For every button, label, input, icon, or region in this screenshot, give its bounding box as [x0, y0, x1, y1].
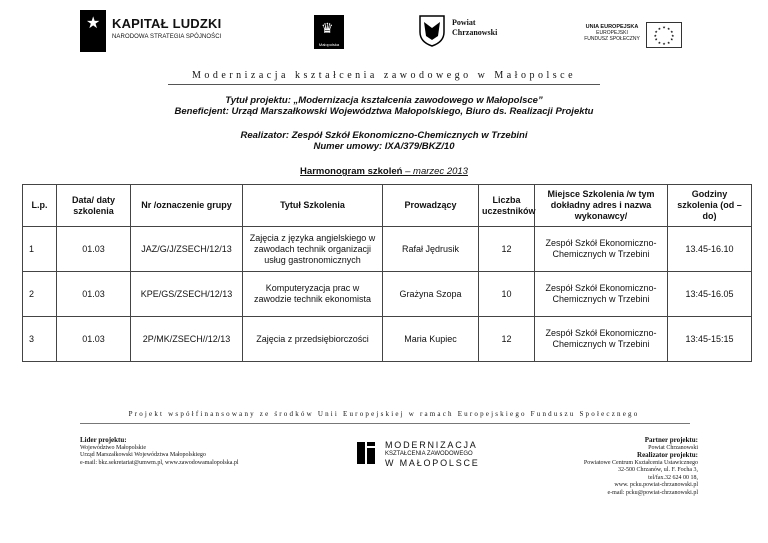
schedule-period: – marzec 2013 [402, 166, 468, 177]
cell-place: Zespół Szkół Ekonomiczno-Chemicznych w Trzebini [535, 227, 668, 272]
cell-group: KPE/GS/ZSECH/12/13 [131, 272, 243, 317]
cell-group: 2P/MK/ZSECH//12/13 [131, 317, 243, 362]
svg-text:★: ★ [670, 37, 674, 42]
realizator-title: Realizator projektu: [637, 451, 698, 459]
table-row [23, 317, 752, 362]
cell-hours: 13:45-15:15 [668, 317, 752, 362]
powiat-chrzanowski-logo [418, 12, 528, 52]
leader-line: Województwo Małopolskie [80, 444, 147, 451]
svg-text:★: ★ [671, 33, 675, 38]
cell-lp: 1 [23, 227, 57, 272]
modernizacja-line-1: MODERNIZACJA [385, 440, 478, 450]
kapital-ludzki-subtitle: NARODOWA STRATEGIA SPÓJNOŚCI [112, 34, 222, 40]
svg-text:★: ★ [670, 30, 674, 35]
cell-group: JAZ/G/J/ZSECH/12/13 [131, 227, 243, 272]
leader-line: Urząd Marszałkowski Województwa Małopolskiego [80, 452, 206, 458]
header-group: Nr /oznaczenie grupy [131, 185, 243, 227]
cell-participants: 10 [479, 272, 535, 317]
cell-title: Komputeryzacja prac w zawodzie technik ekonomista [243, 272, 383, 317]
cell-trainer: Maria Kupiec [383, 317, 479, 362]
cell-place: Zespół Szkół Ekonomiczno-Chemicznych w Trzebini [535, 317, 668, 362]
schedule-table [22, 184, 752, 362]
eu-line-2: EUROPEJSKI [596, 30, 628, 36]
schedule-heading [0, 166, 768, 177]
kapital-ludzki-flag-icon: ★ [80, 10, 106, 52]
header-lp: L.p. [23, 185, 57, 227]
beneficiary: Beneficjent: Urząd Marszałkowski Województwa Małopolskiego, Biuro ds. Realizacji Projektu [174, 106, 594, 117]
cell-title: Zajęcia z języka angielskiego w zawodach technik organizacji usług gastronomicznych [243, 227, 383, 272]
powiat-name [452, 18, 497, 38]
svg-text:★: ★ [654, 30, 658, 35]
header-hours: Godziny szkolenia (od – do) [668, 185, 752, 227]
modernizacja-mark-icon [355, 440, 377, 466]
svg-text:★: ★ [654, 37, 658, 42]
partner-line: e-mail: pcku@powiat-chrzanowski.pl [607, 489, 698, 496]
eu-logo [580, 20, 685, 52]
powiat-line-1: Powiat [452, 18, 476, 27]
modernizacja-line-3: W MAŁOPOLSCE [385, 458, 480, 468]
leader-title: Lider projektu: [80, 436, 127, 444]
project-leader [80, 437, 280, 467]
cell-participants: 12 [479, 227, 535, 272]
svg-text:★: ★ [662, 42, 666, 47]
cell-date: 01.03 [57, 317, 131, 362]
malopolska-logo [314, 15, 344, 49]
partner-name: Powiat Chrzanowski [648, 444, 698, 451]
svg-text:★: ★ [653, 33, 657, 38]
partner-title: Partner projektu: [644, 436, 698, 444]
powiat-line-2: Chrzanowski [452, 28, 498, 37]
partner-line: tel/fax.32 624 00 18, [648, 474, 698, 481]
partner-line: Powiatowe Centrum Kształcenia Ustawicznego [583, 459, 698, 466]
cell-place: Zespół Szkół Ekonomiczno-Chemicznych w Trzebini [535, 272, 668, 317]
footer-divider [80, 423, 690, 424]
cell-participants: 12 [479, 317, 535, 362]
partner-line: 32-500 Chrzanów, ul. F. Focha 3, [618, 467, 698, 473]
eu-flag-icon [646, 22, 682, 48]
eu-line-1: UNIA EUROPEJSKA [585, 24, 639, 30]
coat-of-arms-icon [418, 14, 446, 48]
svg-text:★: ★ [657, 26, 662, 31]
contract-number: Numer umowy: IXA/379/BKZ/10 [313, 141, 455, 152]
cell-trainer: Rafał Jędrusik [383, 227, 479, 272]
eu-text [580, 24, 644, 42]
modernizacja-logo [355, 440, 495, 470]
project-partner [498, 437, 698, 497]
project-title: Tytuł projektu: „Modernizacja kształcenia zawodowego w Małopolsce” [225, 95, 543, 106]
cell-date: 01.03 [57, 272, 131, 317]
leader-line: e-mail: bkz.sekretariat@umwm.pl, www.zawodowamalopolska.pl [80, 459, 239, 466]
svg-text:★: ★ [666, 40, 671, 45]
cell-lp: 2 [23, 272, 57, 317]
header-place: Miejsce Szkolenia /w tym dokładny adres i nazwa wykonawcy/ [535, 185, 668, 227]
schedule-title: Harmonogram szkoleń [300, 166, 403, 177]
cell-hours: 13.45-16.10 [668, 227, 752, 272]
svg-text:★: ★ [657, 40, 662, 45]
cell-title: Zajęcia z przedsiębiorczości [243, 317, 383, 362]
kapital-ludzki-title: KAPITAŁ LUDZKI [112, 16, 222, 31]
cell-lp: 3 [23, 317, 57, 362]
realizator: Realizator: Zespół Szkół Ekonomiczno-Chemicznych w Trzebini [240, 130, 528, 141]
kapital-ludzki-logo [80, 10, 240, 52]
header-participants: Liczba uczestników [479, 185, 535, 227]
header-trainer: Prowadzący [383, 185, 479, 227]
eu-line-3: FUNDUSZ SPOŁECZNY [584, 36, 640, 42]
table-header-row [23, 185, 752, 227]
cell-date: 01.03 [57, 227, 131, 272]
project-divider [168, 84, 600, 85]
project-name-line: Modernizacja kształcenia zawodowego w Małopolsce [191, 70, 577, 81]
cell-hours: 13:45-16.05 [668, 272, 752, 317]
crown-icon: ♛ [321, 20, 334, 36]
malopolska-label: Małopolska [318, 42, 340, 47]
table-row [23, 227, 752, 272]
header-title: Tytuł Szkolenia [243, 185, 383, 227]
svg-text:★: ★ [666, 26, 671, 31]
cell-trainer: Grażyna Szopa [383, 272, 479, 317]
modernizacja-line-2: KSZTAŁCENIA ZAWODOWEGO [385, 451, 473, 457]
svg-text:★: ★ [662, 25, 666, 30]
table-row [23, 272, 752, 317]
partner-line: www. pcku.powiat-chrzanowski.pl [614, 482, 698, 488]
cofinance-line: Projekt współfinansowany ze środków Unii Europejskiej w ramach Europejskiego Funduszu Społecznego [128, 410, 640, 418]
header-date: Data/ daty szkolenia [57, 185, 131, 227]
